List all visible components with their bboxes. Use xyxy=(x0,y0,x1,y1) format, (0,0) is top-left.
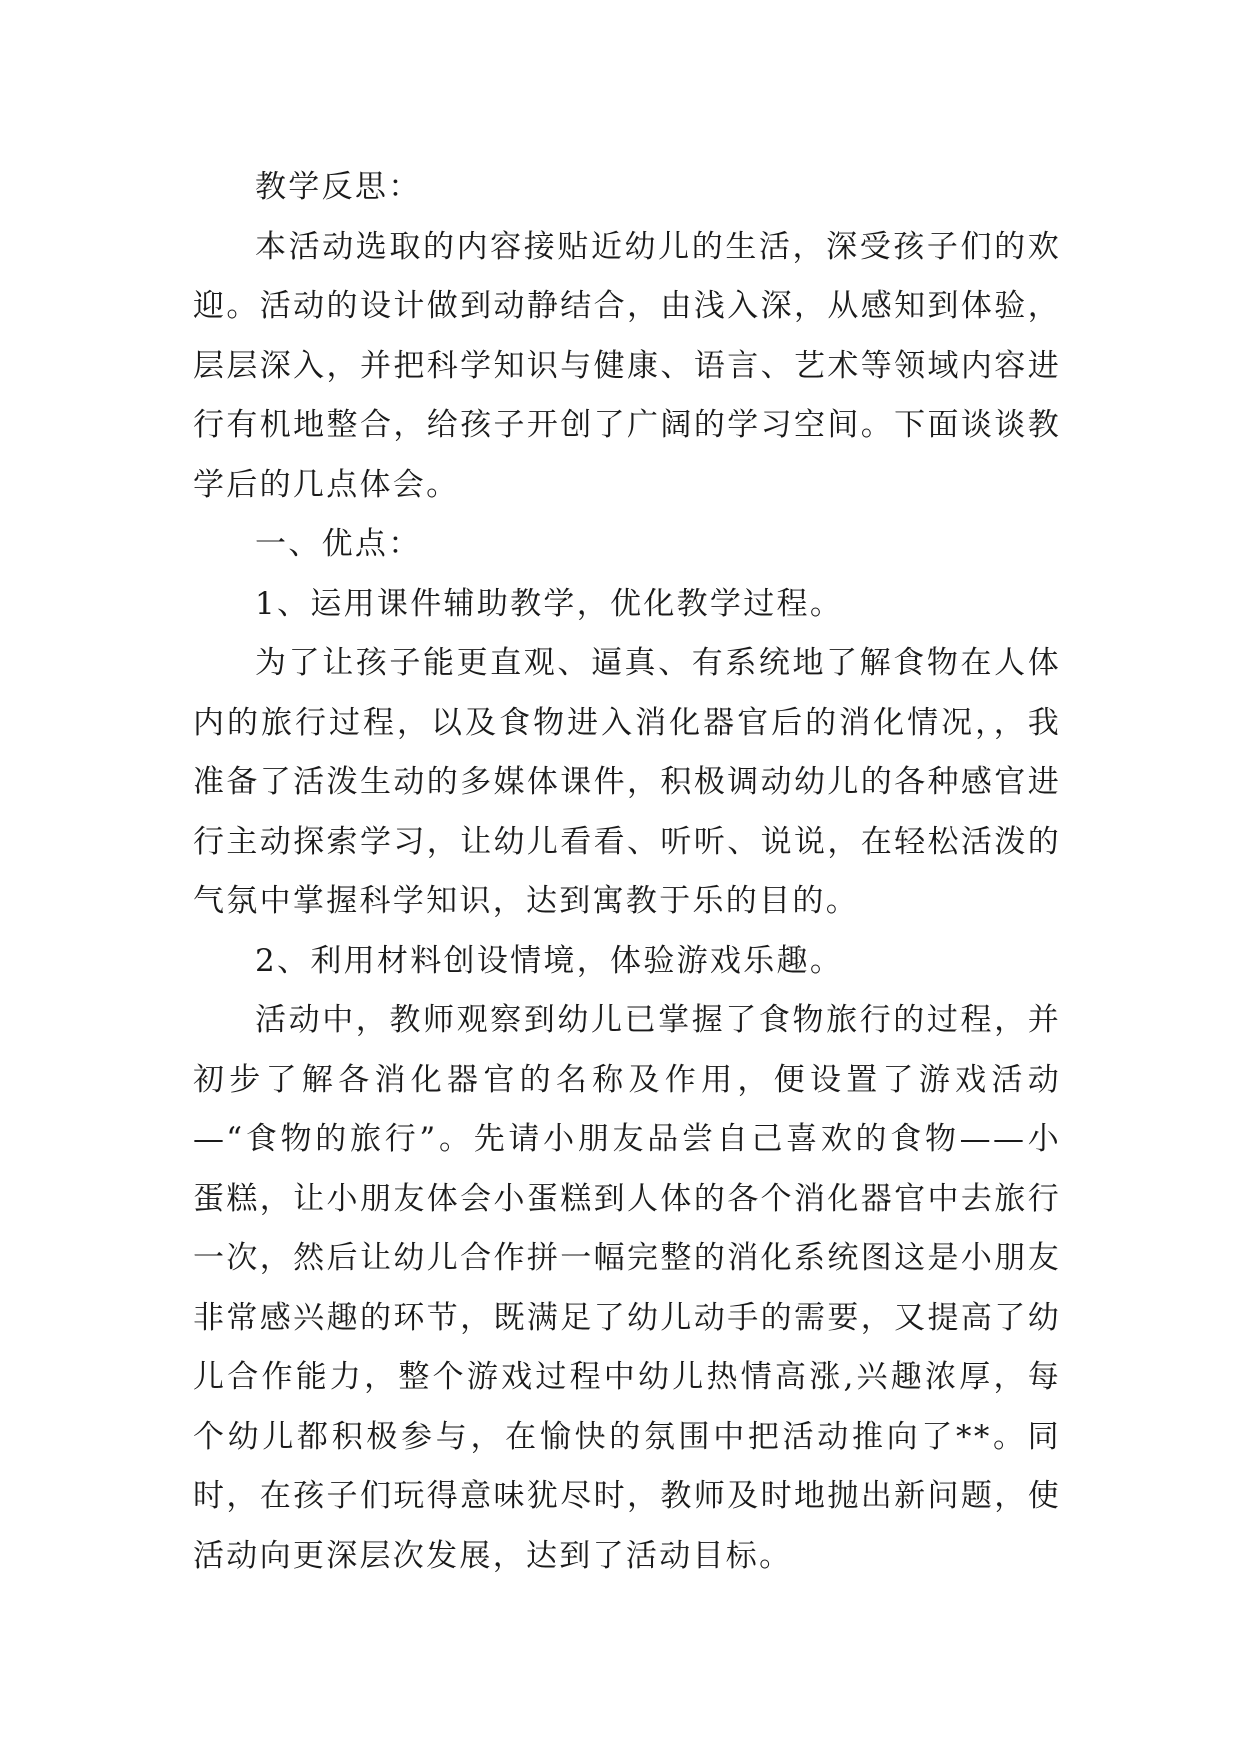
paragraph-point-1: 为了让孩子能更直观、逼真、有系统地了解食物在人体内的旅行过程，以及食物进入消化器官后的消化情况，，我准备了活泼生动的多媒体课件，积极调动幼儿的各种感官进行主动探索学习，让幼儿看看、听听、说说，在轻松活泼的气氛中掌握科学知识，达到寓教于乐的目的。 xyxy=(193,645,1061,919)
document-body xyxy=(193,158,1061,1586)
section-heading-advantages: 一、优点： xyxy=(255,526,422,562)
section-heading-reflection: 教学反思： xyxy=(255,169,422,205)
point-heading-2: 2、利用材料创设情境，体验游戏乐趣。 xyxy=(255,942,844,979)
paragraph-intro: 本活动选取的内容接贴近幼儿的生活，深受孩子们的欢迎。活动的设计做到动静结合，由浅入深，从感知到体验，层层深入，并把科学知识与健康、语言、艺术等领域内容进行有机地整合，给孩子开创了广阔的学习空间。下面谈谈教学后的几点体会。 xyxy=(193,228,1061,503)
paragraph-point-2: 活动中，教师观察到幼儿已掌握了食物旅行的过程，并初步了解各消化器官的名称及作用，便设置了游戏活动—“食物的旅行”。先请小朋友品尝自己喜欢的食物——小蛋糕，让小朋友体会小蛋糕到人体的各个消化器官中去旅行一次，然后让幼儿合作拼一幅完整的消化系统图这是小朋友非常感兴趣的环节，既满足了幼儿动手的需要，又提高了幼儿合作能力，整个游戏过程中幼儿热情高涨,兴趣浓厚，每个幼儿都积极参与，在愉快的氛围中把活动推向了**。同时，在孩子们玩得意味犹尽时，教师及时地抛出新问题，使活动向更深层次发展，达到了活动目标。 xyxy=(193,1002,1061,1574)
point-heading-1: 1、运用课件辅助教学，优化教学过程。 xyxy=(255,585,844,622)
